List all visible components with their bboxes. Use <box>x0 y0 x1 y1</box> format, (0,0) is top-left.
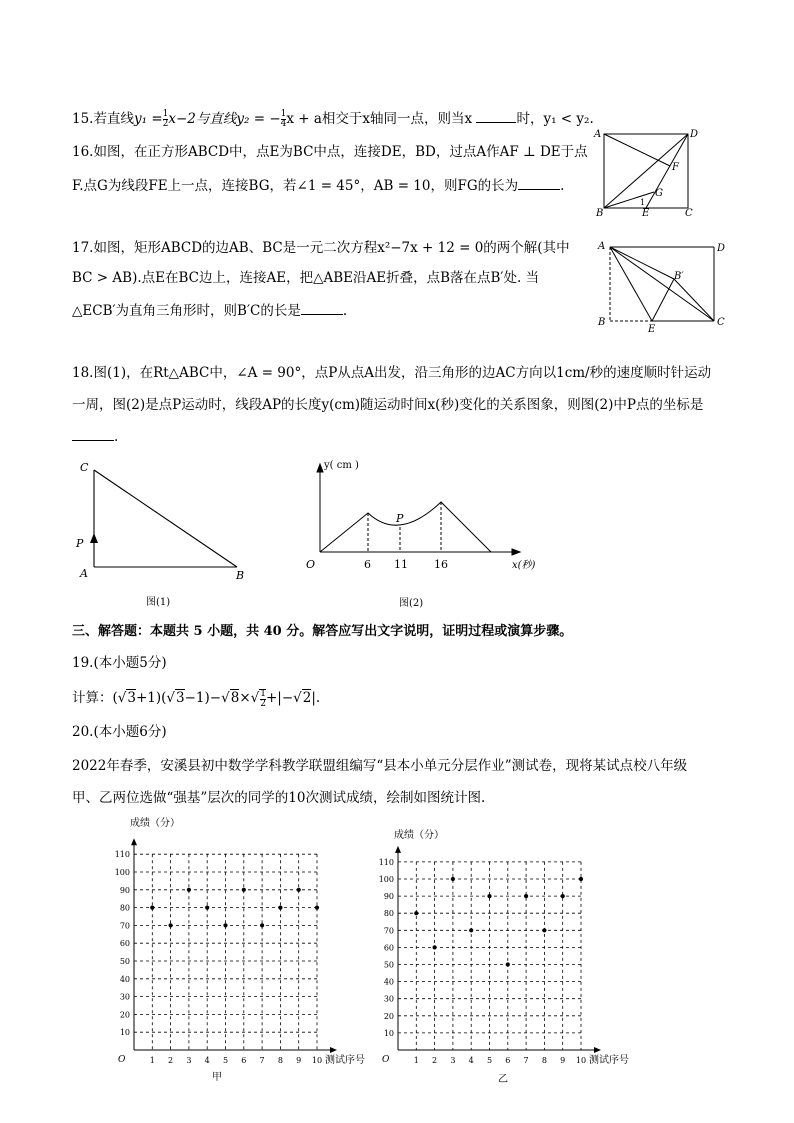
q16-angle-1: 1 <box>640 198 646 207</box>
data-point <box>260 923 264 927</box>
q16-answer-blank[interactable] <box>518 175 560 190</box>
q17-answer-blank[interactable] <box>301 300 343 315</box>
x-tick-label: 1 <box>413 1056 419 1065</box>
y-tick-label: 70 <box>119 921 130 931</box>
chart-yi <box>378 824 652 1094</box>
chart-title: 甲 <box>212 1072 222 1083</box>
y-tick-label: 30 <box>383 994 394 1004</box>
data-point <box>169 923 173 927</box>
x-tick-label: 4 <box>204 1056 210 1065</box>
x-tick-label: 6 <box>241 1056 247 1065</box>
x-tick-label: 9 <box>296 1056 302 1065</box>
q16-figure <box>590 125 702 220</box>
data-point <box>469 928 473 932</box>
q16-label-A: A <box>594 129 602 140</box>
y-tick-label: 40 <box>119 974 130 984</box>
data-point <box>150 906 154 910</box>
q18-fig2-xlabel: x(秒) <box>512 560 536 571</box>
q18-line-3: . <box>72 426 118 447</box>
y-tick-label: 50 <box>119 957 130 966</box>
x-axis-label: 测试序号 <box>325 1055 365 1066</box>
x-tick-label: 1 <box>149 1056 155 1065</box>
q15-y1: y₁ = <box>133 111 163 127</box>
data-point <box>414 911 418 915</box>
q17-label-A: A <box>598 241 606 252</box>
x-tick-label: 10 <box>575 1056 587 1065</box>
x-tick-label: 2 <box>432 1056 438 1065</box>
q17-figure <box>590 235 730 335</box>
y-tick-label: 40 <box>383 977 394 987</box>
x-axis-arrow <box>594 1047 601 1053</box>
y-tick-label: 110 <box>378 857 394 867</box>
y-axis-label: 成绩（分） <box>130 818 180 829</box>
data-point <box>187 888 191 892</box>
q18-fig1-label-P: P <box>76 537 84 550</box>
x-tick-label: 7 <box>259 1056 265 1065</box>
q16-line-2: F.点G为线段FE上一点，连接BG，若∠1 = 45°，AB = 10，则FG的长为 . <box>72 175 564 196</box>
origin-label: O <box>382 1055 390 1065</box>
q19-title: 19.(本小题5分) <box>72 655 167 671</box>
q16-label-G: G <box>655 188 663 199</box>
data-point <box>297 888 301 892</box>
y-tick-label: 80 <box>383 909 394 919</box>
q18-fig1-caption: 图(1) <box>146 597 171 608</box>
x-axis-label: 测试序号 <box>589 1055 629 1066</box>
q18-answer-blank[interactable] <box>72 426 114 441</box>
y-tick-label: 30 <box>119 992 130 1002</box>
x-tick-label: 8 <box>277 1056 283 1065</box>
y-axis-arrow <box>131 838 137 845</box>
q18-fig1-label-A: A <box>80 567 88 580</box>
y-tick-label: 60 <box>119 939 130 949</box>
data-point <box>506 962 510 966</box>
q18-line-2: 一周，图(2)是点P运动时，线段AP的长度y(cm)随运动时间x(秒)变化的关系图象，则图(2)中P点的坐标是 <box>72 397 704 413</box>
q15-text-2: x−2与直线 <box>168 111 237 127</box>
q17-label-Bprime: B′ <box>674 271 684 282</box>
y-tick-label: 10 <box>383 1028 394 1038</box>
x-tick-label: 7 <box>523 1056 529 1065</box>
y-tick-label: 50 <box>383 960 394 970</box>
q17-label-D: D <box>717 243 726 254</box>
q18-fig1-label-C: C <box>80 461 89 474</box>
q17-line-3: △ECB′为直角三角形时，则B′C的长是 . <box>72 300 347 321</box>
y-tick-label: 20 <box>383 1011 394 1021</box>
section-3-heading: 三、解答题：本题共 5 小题，共 40 分。解答应写出文字说明，证明过程或演算步骤。 <box>72 624 573 639</box>
q18-fig2-tick-11: 11 <box>394 558 408 571</box>
data-point <box>561 894 565 898</box>
q18-fig2-ylabel: y( cm ) <box>324 460 359 471</box>
q15-answer-blank[interactable] <box>476 108 516 123</box>
x-tick-label: 10 <box>311 1056 323 1065</box>
x-tick-label: 2 <box>168 1056 174 1065</box>
y-axis-label: 成绩（分） <box>394 830 444 841</box>
data-point <box>315 906 319 910</box>
q17-label-E: E <box>648 324 656 335</box>
chart-jia <box>104 812 374 1097</box>
q16-label-F: F <box>672 162 679 173</box>
data-point <box>433 945 437 949</box>
data-point <box>205 906 209 910</box>
q18-fig2-origin: O <box>306 558 316 571</box>
data-point <box>524 894 528 898</box>
data-point <box>242 888 246 892</box>
x-axis-arrow <box>330 1047 337 1053</box>
q15-line <box>72 108 594 129</box>
data-point <box>487 894 491 898</box>
data-point <box>542 928 546 932</box>
y-tick-label: 100 <box>114 868 130 877</box>
data-point <box>451 877 455 881</box>
q18-fig2-tick-6: 6 <box>364 558 371 571</box>
y-tick-label: 80 <box>119 903 130 913</box>
data-point <box>223 923 227 927</box>
q15-y2: y₂ = − <box>236 111 281 127</box>
x-tick-label: 8 <box>541 1056 547 1065</box>
y-tick-label: 110 <box>114 850 130 860</box>
origin-label: O <box>118 1055 126 1065</box>
q18-fig2-label-P: P <box>396 512 404 525</box>
q17-line-1: 17.如图，矩形ABCD的边AB、BC是一元二次方程x²−7x + 12 = 0的两个解(其中 <box>72 240 570 256</box>
q16-label-B: B <box>596 208 604 219</box>
q20-line-2: 甲、乙两位选做“强基”层次的同学的10次测试成绩，绘制如图统计图. <box>72 790 486 806</box>
y-tick-label: 70 <box>383 926 394 936</box>
q18-fig1-label-B: B <box>236 569 245 582</box>
q19-expression: 计算：(√3+1)(√3−1)−√8×√ $\frac{1}{2}$ +|−√2|. <box>72 688 321 709</box>
q16-label-C: C <box>685 208 693 219</box>
x-tick-label: 5 <box>486 1056 493 1065</box>
y-tick-label: 60 <box>383 943 394 953</box>
y-tick-label: 20 <box>119 1010 130 1020</box>
x-tick-label: 9 <box>560 1056 566 1065</box>
q15-frac-1: $\frac{1}{2}$ <box>162 109 169 129</box>
y-tick-label: 90 <box>119 885 130 895</box>
q18-fig2-caption: 图(2) <box>399 598 424 609</box>
q15-text-4: 时，y₁ < y₂. <box>516 111 594 127</box>
y-tick-label: 100 <box>378 875 394 884</box>
x-tick-label: 5 <box>222 1056 229 1065</box>
q16-label-E: E <box>642 208 650 219</box>
x-tick-label: 4 <box>468 1056 474 1065</box>
y-axis-arrow <box>395 846 401 853</box>
q18-figure-2 <box>298 452 558 615</box>
y-tick-label: 10 <box>119 1028 130 1038</box>
y-tick-label: 90 <box>383 892 394 902</box>
q18-line-1: 18.图(1)，在Rt△ABC中，∠A = 90°，点P从点A出发，沿三角形的边AC方向以1cm/秒的速度顺时针运动 <box>72 365 712 381</box>
q15-frac-2: $\frac{1}{4}$ <box>280 109 287 129</box>
q16-line-1: 16.如图，在正方形ABCD中，点E为BC中点，连接DE，BD，过点A作AF ⊥ DE于点 <box>72 144 588 160</box>
q17-line-2: BC > AB).点E在BC边上，连接AE，把△ABE沿AE折叠，点B落在点B′处. 当 <box>72 270 540 286</box>
x-tick-label: 3 <box>186 1056 192 1065</box>
q15-text-3: x + a相交于x轴同一点，则当x <box>286 111 473 127</box>
q20-title: 20.(本小题6分) <box>72 724 167 740</box>
q17-label-C: C <box>717 317 725 328</box>
data-point <box>278 906 282 910</box>
chart-title: 乙 <box>498 1074 508 1085</box>
x-tick-label: 6 <box>505 1056 511 1065</box>
q17-label-B: B <box>598 317 606 328</box>
q18-fig2-tick-16: 16 <box>434 558 448 571</box>
data-point <box>579 877 583 881</box>
q18-figure-1 <box>72 455 262 615</box>
x-tick-label: 3 <box>450 1056 456 1065</box>
q20-line-1: 2022年春季，安溪县初中数学学科教学联盟组编写“县本小单元分层作业”测试卷，现将某试点校八年级 <box>72 758 688 774</box>
q16-label-D: D <box>690 129 699 140</box>
q15-text-1: 15.若直线 <box>72 111 134 127</box>
